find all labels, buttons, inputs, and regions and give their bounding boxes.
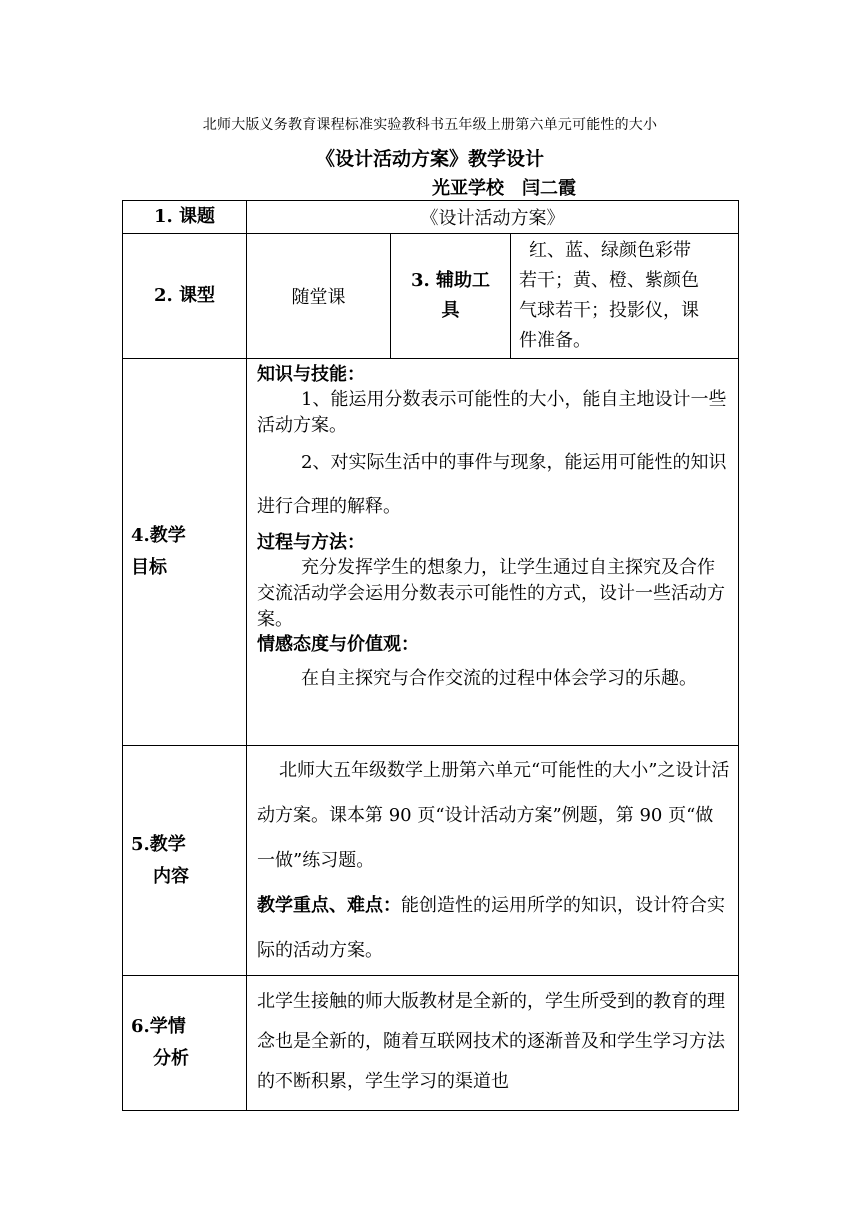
tools-value <box>511 234 739 359</box>
goals-label <box>123 359 247 746</box>
table-row-content <box>123 746 739 976</box>
table-row-goals <box>123 359 739 746</box>
knowledge-paragraph-1: 1、能运用分数表示可能性的大小，能自主地设计一些活动方案。 <box>257 389 727 436</box>
knowledge-heading: 知识与技能： <box>257 364 365 385</box>
type-value: 随堂课 <box>247 234 391 359</box>
key-points-label: 教学重点、难点： <box>257 895 401 916</box>
key-points <box>257 883 730 973</box>
content-label <box>123 746 247 976</box>
table-row-topic <box>123 201 739 234</box>
author-line: 光亚学校 闫二霞 <box>432 178 576 199</box>
emotion-paragraph: 在自主探究与合作交流的过程中体会学习的乐趣。 <box>301 668 697 689</box>
table-row-type <box>123 234 739 359</box>
analysis-text: 北学生接触的师大版教材是全新的，学生所受到的教育的理念也是全新的，随着互联网技术的逐渐普及和学生学习方法的不断积累，学生学习的渠道也 <box>247 976 739 1111</box>
key-points-text: 能创造性的运用所学的知识，设计符合实际的活动方案。 <box>257 895 725 961</box>
knowledge-paragraph-2: 2、对实际生活中的事件与现象，能运用可能性的知识进行合理的解释。 <box>257 452 727 517</box>
tools-line: 气球若干；投影仪，课 <box>519 300 699 321</box>
table-row-analysis <box>123 976 739 1111</box>
tools-line: 红、蓝、绿颜色彩带 <box>529 240 691 261</box>
content-label-line-2: 内容 <box>153 865 189 887</box>
process-paragraph: 充分发挥学生的想象力，让学生通过自主探究及合作交流活动学会运用分数表示可能性的方式，设计一些活动方案。 <box>257 557 725 630</box>
goals-label-line-2: 目标 <box>131 557 167 578</box>
topic-label: 1. 课题 <box>123 201 247 234</box>
type-label: 2. 课型 <box>123 234 247 359</box>
goals-label-line-1: 4.教学 <box>131 525 186 546</box>
tools-label-line-2: 具 <box>441 300 460 321</box>
emotion-heading: 情感态度与价值观： <box>257 634 419 655</box>
topic-value: 《设计活动方案》 <box>247 201 739 234</box>
analysis-label <box>123 976 247 1111</box>
analysis-label-line-1: 6.学情 <box>131 1016 186 1037</box>
document-title: 《设计活动方案》教学设计 <box>315 148 544 170</box>
tools-line: 件准备。 <box>519 330 591 351</box>
tools-label <box>391 234 511 359</box>
lesson-plan-table <box>122 200 739 1111</box>
analysis-label-line-2: 分析 <box>153 1048 189 1069</box>
series-line: 北师大版义务教育课程标准实验教科书五年级上册第六单元可能性的大小 <box>202 117 658 133</box>
content-text <box>247 746 739 976</box>
content-paragraph: 北师大五年级数学上册第六单元“可能性的大小”之设计活动方案。课本第 90 页“设计活动方案”例题，第 90 页“做一做”练习题。 <box>257 760 730 871</box>
goals-content <box>247 359 739 746</box>
content-label-line-1: 5.教学 <box>131 833 186 855</box>
tools-label-line-1: 3. 辅助工 <box>410 270 491 291</box>
tools-line: 若干；黄、橙、紫颜色 <box>519 270 699 291</box>
process-heading: 过程与方法： <box>257 532 365 553</box>
